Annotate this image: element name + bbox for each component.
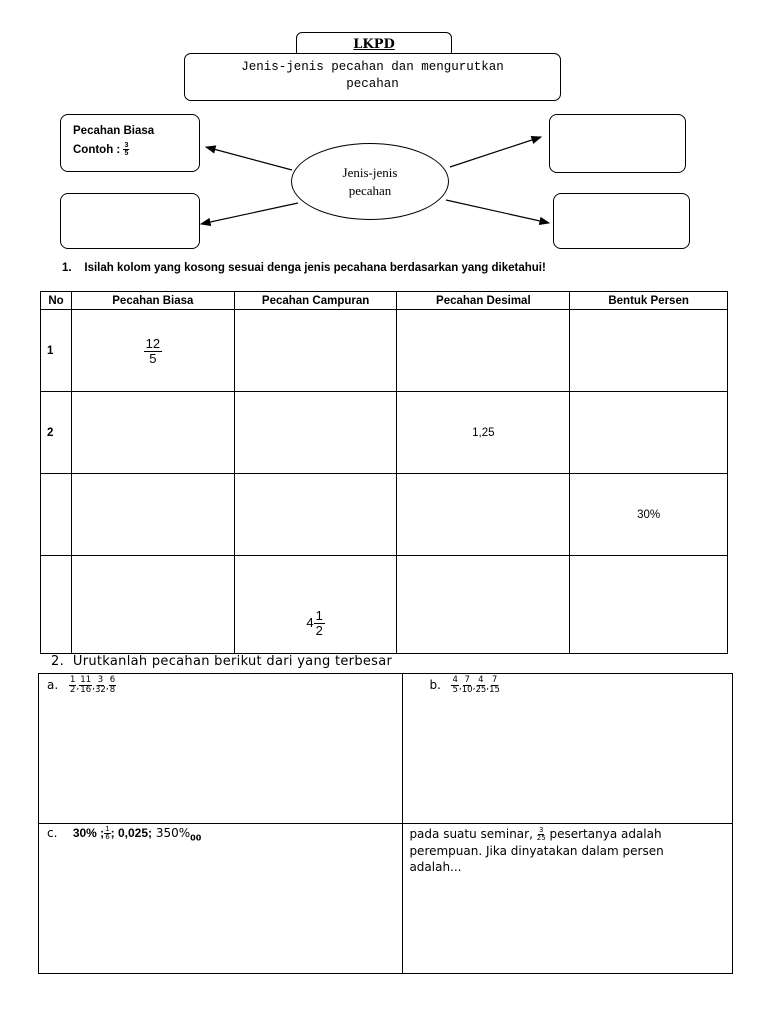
table-row: [39, 824, 733, 974]
cell-pecahan-biasa[interactable]: [71, 556, 234, 654]
item-b[interactable]: [403, 674, 733, 824]
separator: ,: [472, 681, 476, 692]
numerator: 4: [452, 675, 458, 685]
item-c-permil: [155, 826, 202, 843]
item-c-decimal: ; 0,025;: [110, 826, 153, 840]
empty-box-top-right[interactable]: [549, 114, 686, 173]
fraction: [144, 337, 162, 365]
denominator: 5: [452, 684, 458, 695]
numerator: 6: [109, 675, 116, 685]
worksheet-title: LKPD: [296, 32, 452, 58]
row-number: [41, 556, 72, 654]
example-label: Pecahan Biasa: [73, 125, 155, 137]
question-2: [51, 654, 392, 669]
question-2-number: 2.: [51, 654, 65, 669]
header-pecahan-desimal: Pecahan Desimal: [397, 292, 570, 310]
table-row: [41, 556, 728, 654]
denominator: 5: [124, 150, 129, 158]
fraction: [537, 827, 546, 842]
separator: ,: [92, 681, 95, 692]
numerator: 3: [124, 142, 129, 150]
table-row: [39, 674, 733, 824]
numerator: 7: [464, 675, 470, 685]
table-header-row: [41, 292, 728, 310]
numerator: 1: [70, 675, 76, 685]
numerator: 7: [491, 675, 498, 685]
cell-pecahan-biasa[interactable]: [71, 474, 234, 556]
center-line-1: Jenis-jenis: [342, 164, 398, 180]
table-row: [41, 392, 728, 474]
numerator: 1: [315, 608, 323, 623]
fraction: [95, 676, 106, 694]
fraction-table: [40, 291, 728, 654]
cell-bentuk-persen[interactable]: [570, 310, 728, 392]
header-no: No: [41, 292, 72, 310]
example-fraction: [123, 142, 129, 157]
empty-box-bottom-left[interactable]: [60, 193, 200, 249]
cell-bentuk-persen: 30%: [570, 474, 728, 556]
item-d-line-2: perempuan. Jika dinyatakan dalam persen: [409, 844, 664, 858]
separator: ,: [458, 681, 462, 692]
item-a-label: a.: [47, 677, 59, 692]
header-bentuk-persen: Bentuk Persen: [570, 292, 728, 310]
permil-sub: 00: [190, 833, 202, 843]
fraction: [314, 609, 325, 637]
item-c-percent: 30% ;: [72, 826, 105, 840]
separator: ,: [76, 681, 80, 692]
header-pecahan-campuran: Pecahan Campuran: [234, 292, 397, 310]
cell-pecahan-desimal: 1,25: [397, 392, 570, 474]
cell-pecahan-biasa[interactable]: [71, 392, 234, 474]
denominator: 2: [70, 684, 76, 695]
header-pecahan-biasa: Pecahan Biasa: [71, 292, 234, 310]
example-prefix: Contoh :: [73, 144, 121, 156]
question-1-text: Isilah kolom yang kosong sesuai denga jenis pecahana berdasarkan yang diketahui!: [84, 262, 546, 274]
denominator: 2: [315, 623, 323, 638]
item-c[interactable]: [39, 824, 403, 974]
denominator: 16: [80, 684, 92, 695]
arrow-top-left: [206, 147, 292, 170]
cell-pecahan-campuran: [234, 556, 397, 654]
mixed-fraction: [306, 608, 324, 638]
arrow-top-right: [450, 137, 541, 167]
item-d-after: pesertanya adalah: [549, 827, 662, 841]
numerator: 12: [145, 335, 161, 351]
separator: ,: [105, 681, 109, 692]
question-2-text: Urutkanlah pecahan berikut dari yang terbesar: [72, 654, 393, 669]
cell-pecahan-desimal[interactable]: [397, 474, 570, 556]
fraction: [462, 676, 473, 694]
question-1: [62, 262, 546, 274]
item-a-fractions: [69, 675, 116, 695]
numerator: 4: [478, 675, 484, 685]
item-c-label: c.: [47, 826, 58, 840]
numerator: 3: [97, 675, 104, 685]
item-b-fractions: [451, 675, 500, 695]
denominator: 25: [475, 684, 487, 695]
row-number: 2: [41, 392, 72, 474]
subtitle-line-1: Jenis-jenis pecahan dan mengurutkan: [241, 60, 504, 74]
permil-unit: %: [178, 826, 191, 840]
cell-bentuk-persen[interactable]: [570, 556, 728, 654]
item-a[interactable]: [39, 674, 403, 824]
row-number: 1: [41, 310, 72, 392]
ordering-table: [38, 673, 733, 974]
whole-number: 4: [306, 615, 314, 631]
item-d[interactable]: [403, 824, 733, 974]
denominator: 32: [95, 684, 106, 695]
table-row: [41, 310, 728, 392]
fraction: [451, 676, 458, 694]
denominator: 25: [536, 834, 546, 842]
fraction: [79, 676, 92, 694]
item-d-line-1: [409, 826, 724, 843]
arrow-bottom-left: [201, 203, 298, 224]
question-1-number: 1.: [62, 262, 72, 274]
denominator: 10: [461, 684, 473, 695]
item-b-label: b.: [429, 677, 441, 692]
empty-box-bottom-right[interactable]: [553, 193, 690, 249]
example-value: [73, 141, 199, 160]
row-number: [41, 474, 72, 556]
fraction: [489, 676, 500, 694]
arrow-bottom-right: [446, 200, 549, 223]
denominator: 6: [105, 833, 110, 841]
separator: ,: [486, 681, 490, 692]
subtitle-line-2: pecahan: [346, 77, 399, 91]
center-line-2: pecahan: [348, 182, 392, 198]
fraction: [472, 675, 487, 695]
denominator: 5: [149, 350, 157, 366]
cell-pecahan-desimal[interactable]: [397, 310, 570, 392]
center-node: [291, 143, 449, 220]
fraction: [109, 676, 116, 694]
cell-pecahan-campuran[interactable]: [234, 392, 397, 474]
item-d-before: pada suatu seminar,: [409, 827, 533, 841]
permil-value: 350: [155, 826, 179, 840]
cell-bentuk-persen[interactable]: [570, 392, 728, 474]
numerator: 3: [538, 826, 544, 834]
denominator: 8: [109, 684, 116, 695]
numerator: 11: [80, 675, 92, 685]
cell-pecahan-campuran[interactable]: [234, 310, 397, 392]
cell-pecahan-campuran[interactable]: [234, 474, 397, 556]
table-row: [41, 474, 728, 556]
denominator: 15: [489, 684, 500, 695]
cell-pecahan-desimal[interactable]: [397, 556, 570, 654]
item-d-line-3: adalah...: [409, 860, 462, 874]
example-box-pecahan-biasa: [60, 114, 200, 172]
numerator: 1: [105, 825, 110, 833]
cell-pecahan-biasa: [71, 310, 234, 392]
